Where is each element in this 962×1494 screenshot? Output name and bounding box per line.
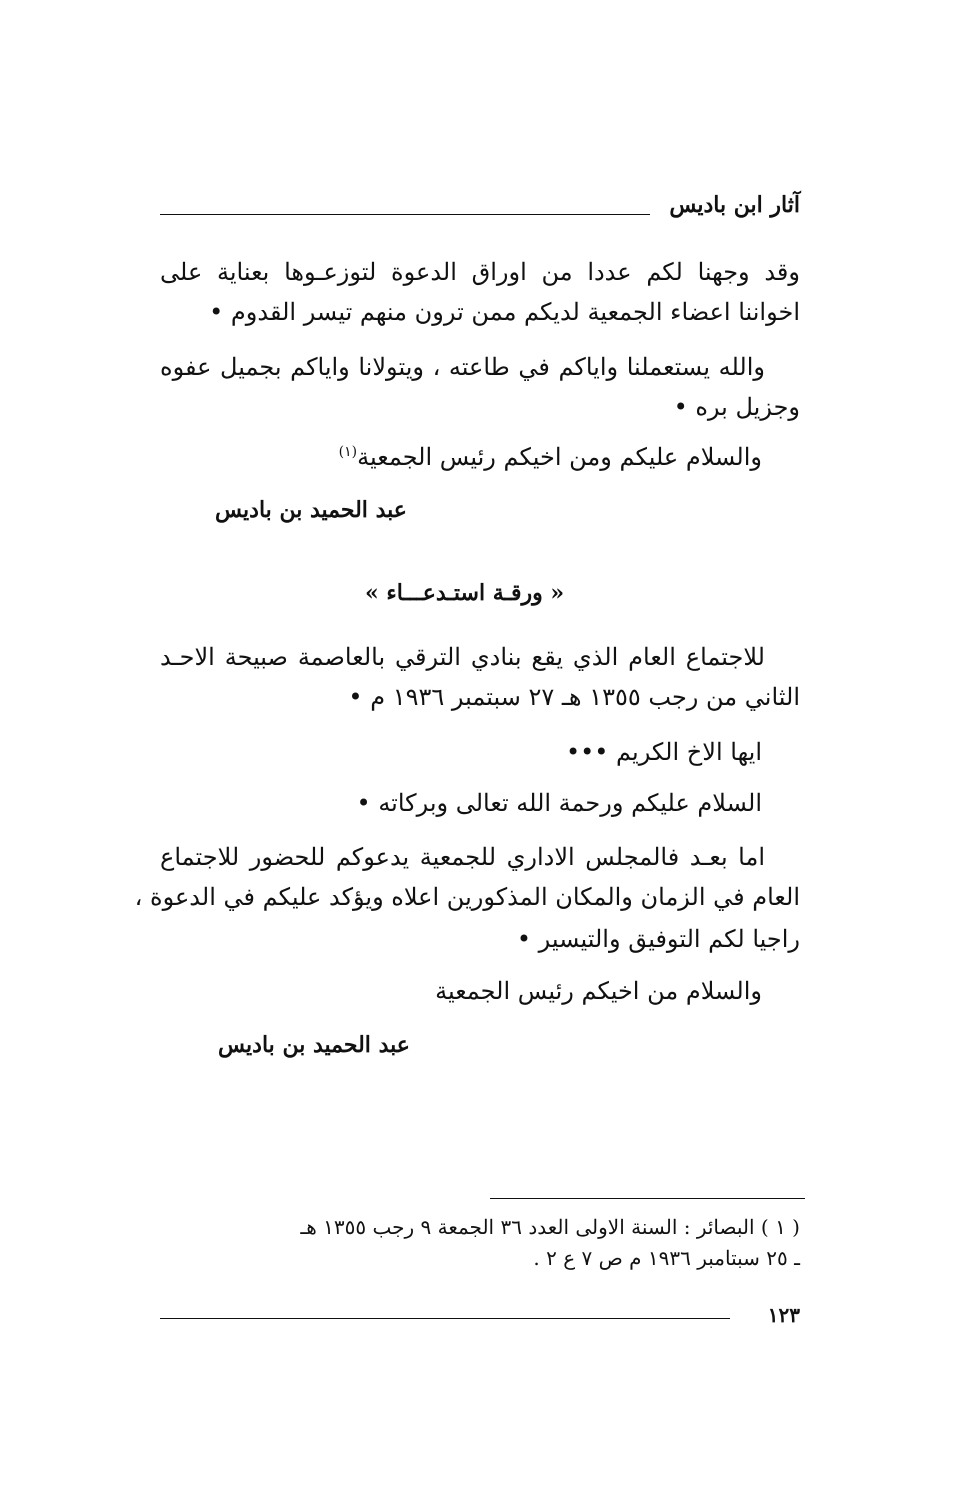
header-rule: [160, 214, 650, 215]
letter1-signature: عبد الحميد بن باديس: [215, 497, 407, 523]
letter2-paragraph2-line2: العام في الزمان والمكان المذكورين اعلاه ويؤكد عليكم في الدعوة ،: [134, 883, 800, 911]
letter1-paragraph2-line2: وجزيل بره •: [673, 393, 800, 421]
letter1-paragraph1-line2: اخواننا اعضاء الجمعية لديكم ممن ترون منهم تيسر القدوم •: [209, 298, 800, 326]
footnote-reference: (١): [338, 444, 358, 460]
letter1-paragraph1-line1: وقد وجهنا لكم عددا من اوراق الدعوة لتوزعـوها بعناية على: [160, 258, 800, 286]
page-number: ١٢٣: [767, 1303, 800, 1327]
book-title: آثار ابن باديس: [669, 192, 800, 218]
letter1-paragraph2-line1: والله يستعملنا واياكم في طاعته ، ويتولانا واياكم بجميل عفوه: [160, 353, 765, 381]
footnote-line1: ( ١ ) البصائر : السنة الاولى العدد ٣٦ الجمعة ٩ رجب ١٣٥٥ هـ: [300, 1215, 800, 1239]
footer-rule: [160, 1318, 730, 1319]
letter2-signature: عبد الحميد بن باديس: [218, 1032, 410, 1058]
letter2-closing: والسلام من اخيكم رئيس الجمعية: [435, 977, 762, 1005]
letter2-paragraph2-line3: راجيا لكم التوفيق والتيسير •: [516, 925, 800, 953]
footnote-rule: [490, 1198, 805, 1199]
letter2-paragraph2-line1: اما بعـد فالمجلس الاداري للجمعية يدعوكم للحضور للاجتماع: [160, 843, 765, 871]
letter2-paragraph1-line1: للاجتماع العام الذي يقع بنادي الترقي بالعاصمة صبيحة الاحـد: [160, 643, 765, 671]
letter1-closing-text: والسلام عليكم ومن اخيكم رئيس الجمعية: [357, 443, 762, 471]
page-footer: [160, 1300, 800, 1330]
letter2-salutation: ايها الاخ الكريم •••: [565, 738, 762, 766]
section-title: « ورقـة استـدعـــاء »: [365, 580, 565, 606]
letter2-greeting: السلام عليكم ورحمة الله تعالى وبركاته •: [356, 789, 762, 817]
running-header: [160, 190, 800, 226]
letter2-paragraph1-line2: الثاني من رجب ١٣٥٥ هـ ٢٧ سبتمبر ١٩٣٦ م •: [348, 683, 800, 711]
footnote-line2: ـ ٢٥ سبتامبر ١٩٣٦ م ص ٧ ع ٢ .: [533, 1246, 800, 1270]
letter1-closing: [339, 442, 762, 472]
